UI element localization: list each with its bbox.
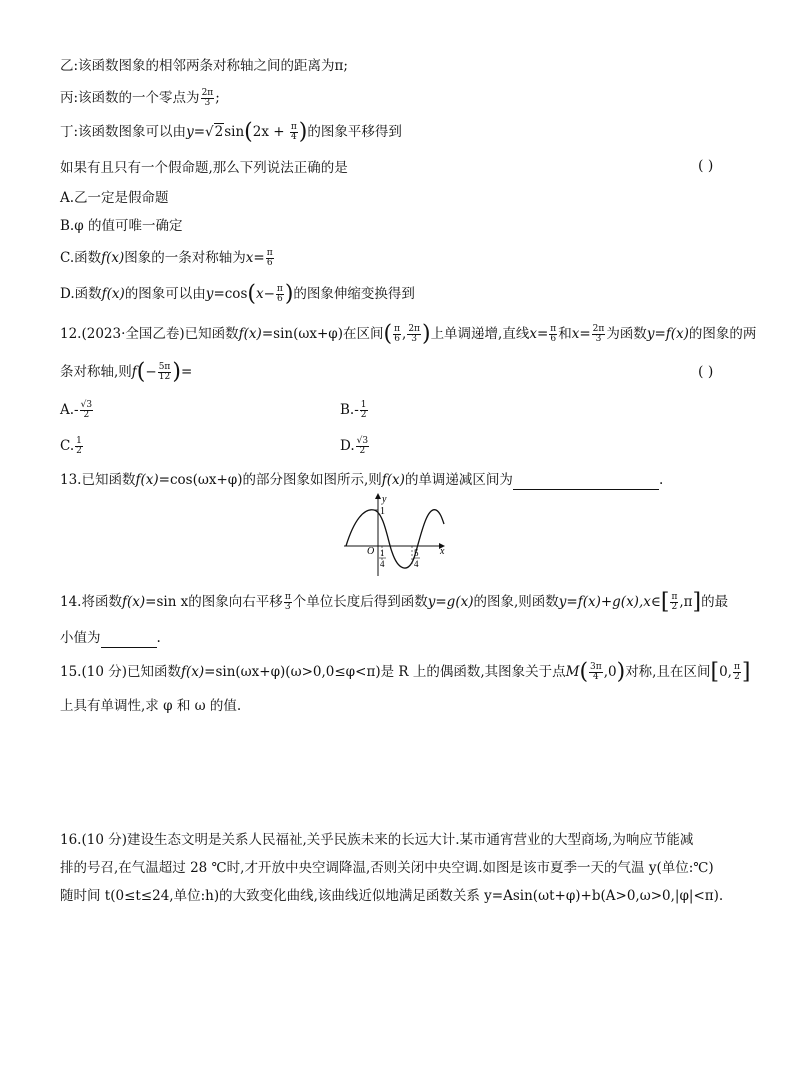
- answer-blank[interactable]: [101, 633, 157, 648]
- cosine-curve: [346, 510, 444, 568]
- question-12-line2: 条对称轴,则f(− $\frac{5\pi}{12}$ )=: [60, 359, 193, 385]
- q12-option-c: C. $\frac{1}{2}$: [60, 436, 82, 456]
- x-tick-2-num: 5: [414, 548, 419, 558]
- y-tick-1: 1: [380, 506, 385, 517]
- origin-label: O: [367, 546, 375, 557]
- q12-option-a: A.- $\frac{√3}{2}$: [60, 400, 93, 420]
- option-d: D.函数f(x)的图象可以由y=cos(x− $\frac{\pi}{6}$ )的图象伸缩变换得到: [60, 281, 415, 307]
- q13-graph: [340, 490, 450, 578]
- question-14-line1: 14.将函数f(x)=sin x的图象向右平移 $\frac{\pi}{3}$ 个单位长度后得到函数y=g(x)的图象,则函数y=f(x)+g(x),x∈[ $\frac{\pi}{2}$ ,π]的最: [60, 589, 729, 615]
- answer-blank[interactable]: [513, 475, 659, 490]
- x-tick-1-num: 1: [380, 548, 385, 558]
- statement-ding: 丁:该函数图象可以由y=√2sin(2x + $\frac{\pi}{4}$ )的图象平移得到: [60, 119, 402, 145]
- statement-yi: 乙:该函数图象的相邻两条对称轴之间的距离为π;: [60, 58, 348, 74]
- x-label: x: [440, 546, 445, 557]
- y-label: y: [382, 494, 387, 505]
- option-a: A.乙一定是假命题: [60, 190, 169, 206]
- question-11-stem: 如果有且只有一个假命题,那么下列说法正确的是: [60, 160, 348, 176]
- question-13: 13.已知函数f(x)=cos(ωx+φ)的部分图象如图所示,则f(x)的单调递减区间为 .: [60, 472, 664, 488]
- question-12-line1: 12.(2023·全国乙卷)已知函数f(x)=sin(ωx+φ)在区间( $\frac{\pi}{6}$ , $\frac{2\pi}{3}$ )上单调递增,直线x= $\frac{\pi}{6}$ 和x= $\frac{2\pi}{3}$ 为函数y=f(x)的图象的两: [60, 321, 757, 347]
- option-c: C.函数f(x)图象的一条对称轴为x= $\frac{\pi}{6}$: [60, 248, 273, 268]
- answer-paren: ( ): [698, 364, 714, 380]
- q12-option-b: B.- $\frac{1}{2}$: [340, 400, 367, 420]
- x-tick-2-den: 4: [414, 559, 419, 569]
- q12-option-d: D. $\frac{√3}{2}$: [340, 436, 369, 456]
- answer-paren: ( ): [698, 158, 714, 174]
- question-15-line1: 15.(10 分)已知函数f(x)=sin(ωx+φ)(ω>0,0≤φ<π)是 R 上的偶函数,其图象关于点M( $\frac{3\pi}{4}$ ,0)对称,且在区间[0, $\frac{\pi}{2}$ ]: [60, 659, 751, 685]
- x-tick-1-den: 4: [380, 559, 385, 569]
- question-14-line2: 小值为 .: [60, 630, 161, 646]
- statement-bing-text: 丙:该函数的一个零点为: [60, 90, 200, 106]
- fraction: $\frac{2\pi}{3}$: [201, 88, 214, 108]
- option-b: B.φ 的值可唯一确定: [60, 218, 183, 234]
- question-16-line2: 排的号召,在气温超过 28 ℃时,才开放中央空调降温,否则关闭中央空调.如图是该市夏季一天的气温 y(单位:℃): [60, 860, 714, 876]
- question-16-line1: 16.(10 分)建设生态文明是关系人民福祉,关乎民族未来的长远大计.某市通宵营业的大型商场,为响应节能减: [60, 832, 694, 848]
- question-15-line2: 上具有单调性,求 φ 和 ω 的值.: [60, 698, 242, 714]
- question-16-line3: 随时间 t(0≤t≤24,单位:h)的大致变化曲线,该曲线近似地满足函数关系 y=Asin(ωt+φ)+b(A>0,ω>0,|φ|<π).: [60, 888, 724, 904]
- statement-bing: 丙:该函数的一个零点为 $\frac{2\pi}{3}$ ;: [60, 88, 220, 108]
